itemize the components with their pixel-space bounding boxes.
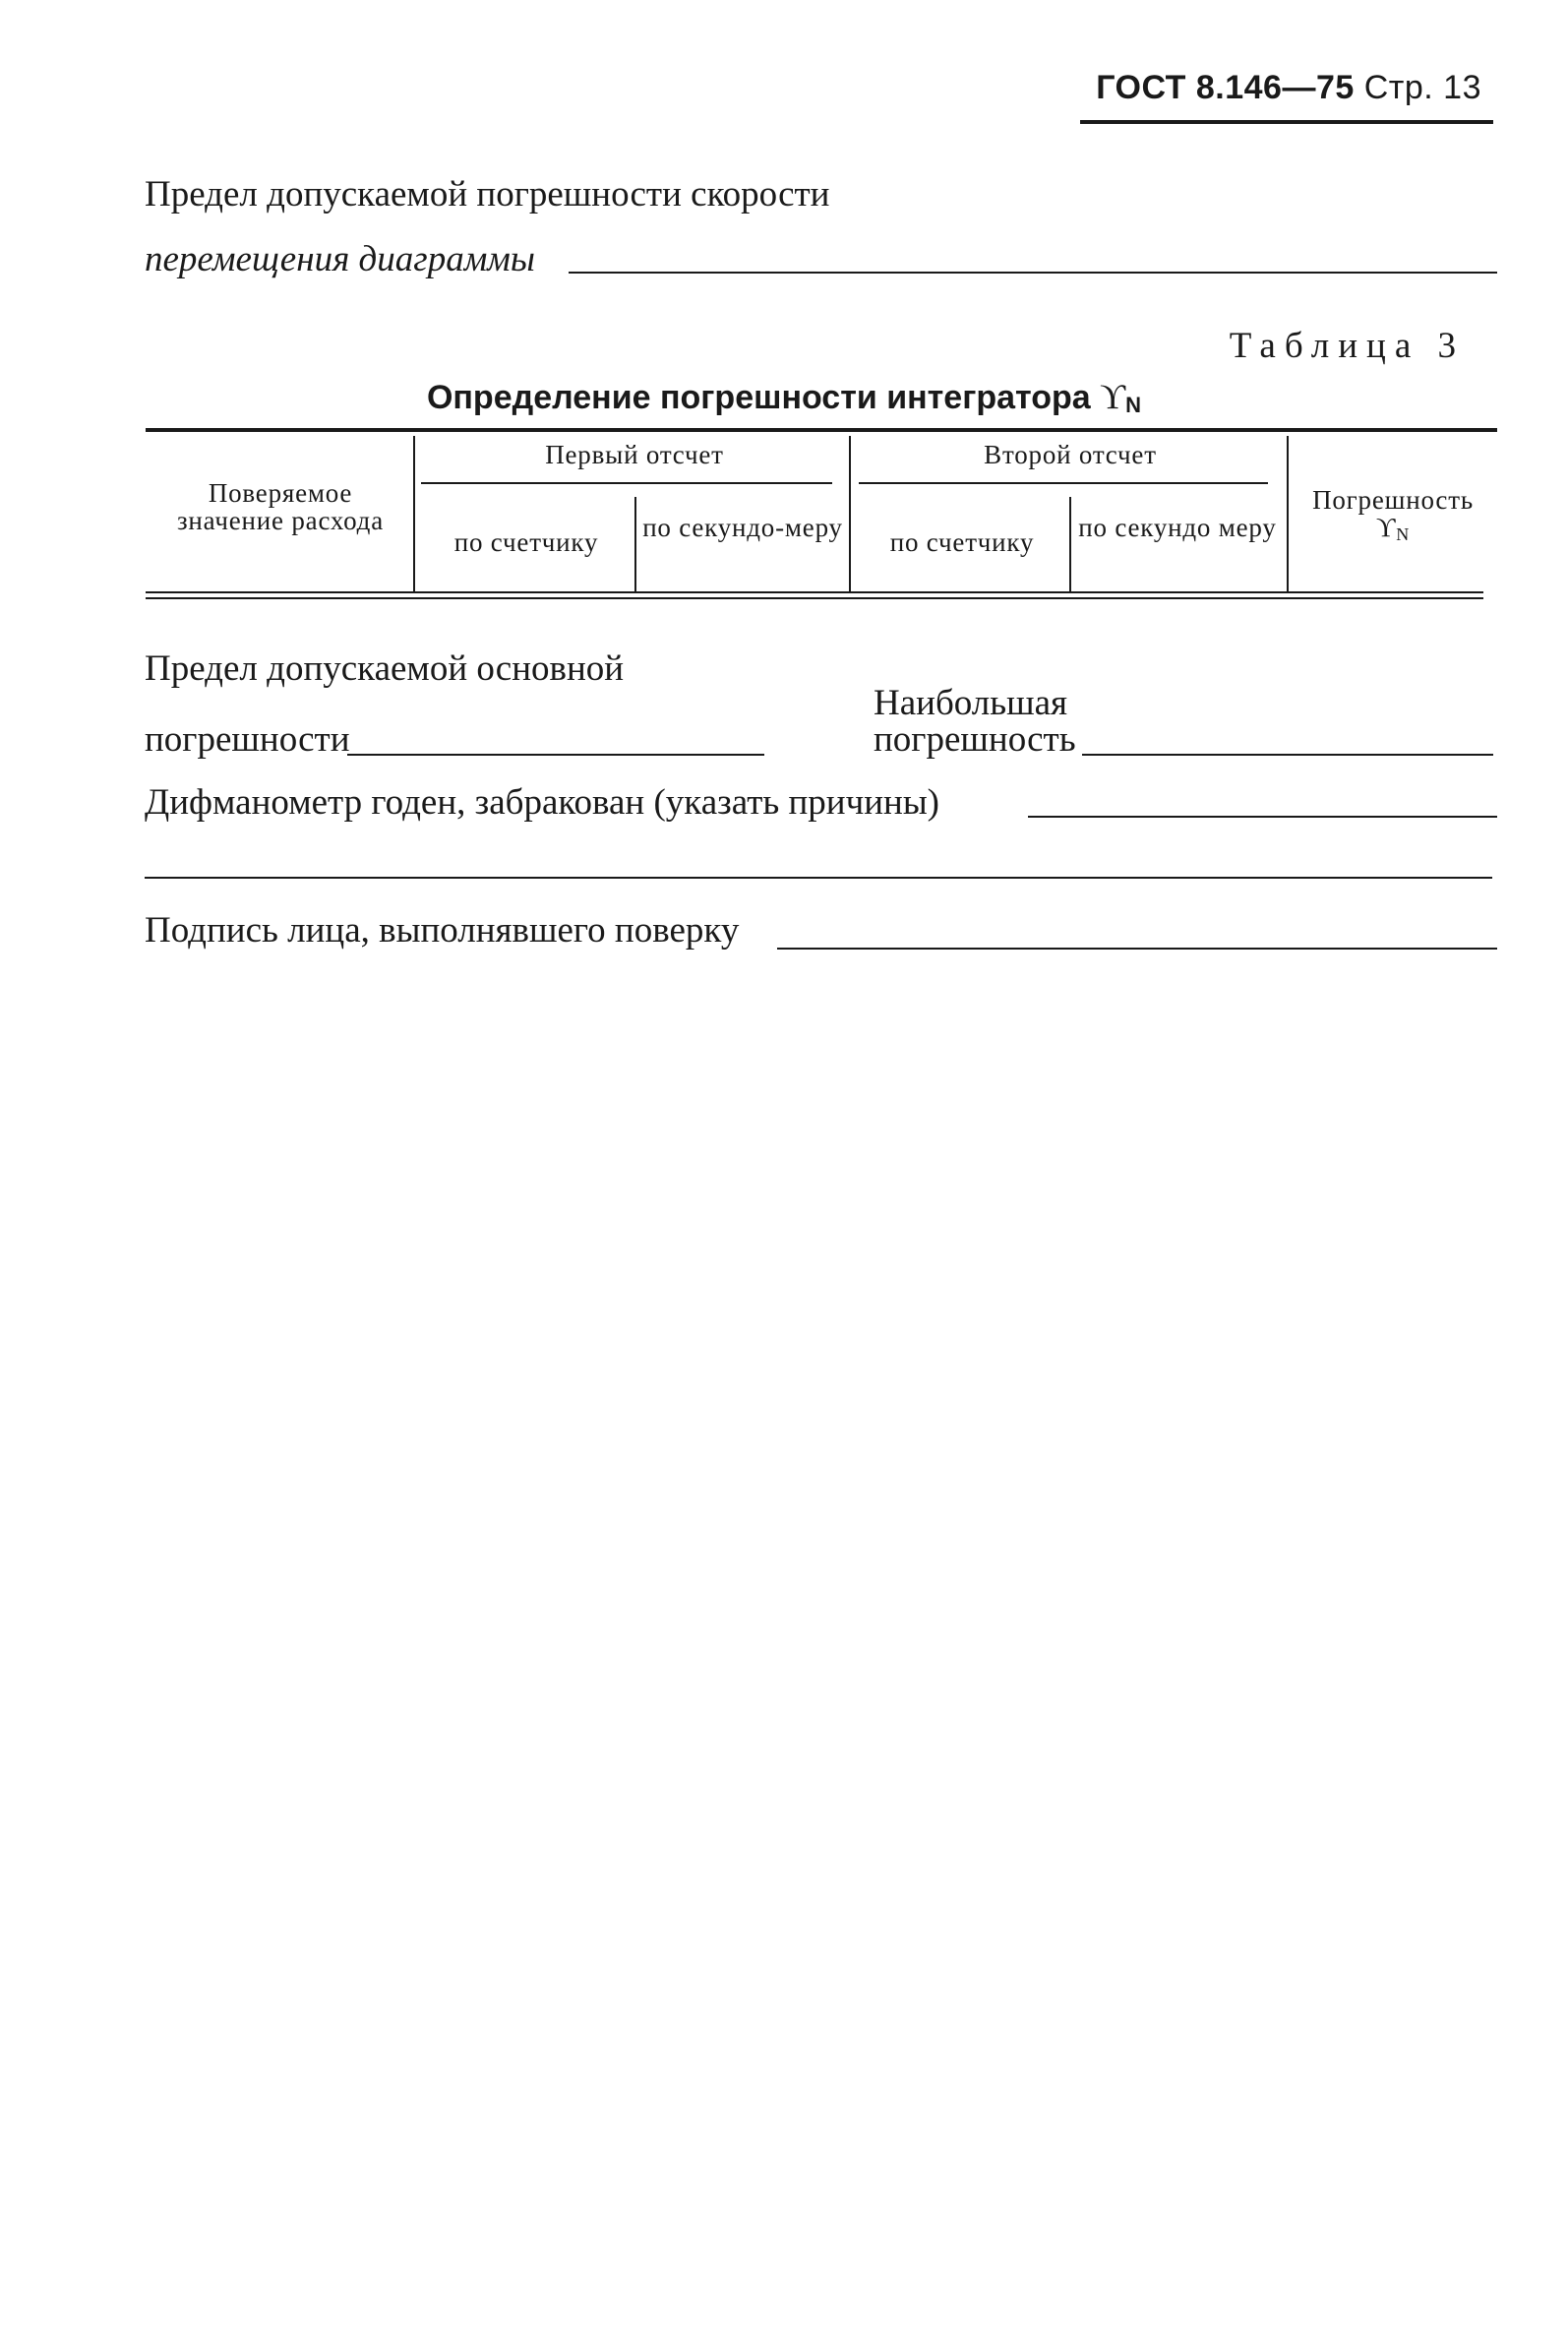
col-header-counter-1: по счетчику xyxy=(453,527,599,557)
col-header-error-label: Погрешность xyxy=(1312,485,1474,515)
group-rule-first xyxy=(421,482,832,484)
table-title xyxy=(0,376,1568,418)
page-number: Стр. 13 xyxy=(1363,69,1481,106)
table-title-text: Определение погрешности интегратора xyxy=(426,379,1091,416)
max-error-label-line2: погрешность xyxy=(874,719,1076,760)
col-header-counter-2: по счетчику xyxy=(889,527,1035,557)
verdict-fill-line[interactable] xyxy=(1028,816,1497,818)
signature-fill-line[interactable] xyxy=(777,948,1497,950)
max-error-label-line1: Наибольшая xyxy=(874,683,1068,723)
table-top-rule xyxy=(146,428,1497,432)
table-bottom-rule xyxy=(146,597,1483,599)
gamma-symbol: ϒ xyxy=(1375,513,1397,542)
table-divider xyxy=(413,436,415,593)
doc-code: ГОСТ 8.146—75 xyxy=(1096,69,1355,106)
col-header-stopwatch-1: по секундо-меру xyxy=(642,513,843,542)
col-header-stopwatch-2: по секундо меру xyxy=(1078,513,1277,542)
gamma-subscript: N xyxy=(1125,393,1142,417)
col-group-second: Второй отсчет xyxy=(984,440,1157,469)
basic-error-label-line1: Предел допускаемой основной xyxy=(145,648,625,689)
col-header-error xyxy=(1289,486,1497,548)
document-header xyxy=(1096,69,1481,107)
verdict-label: Дифманометр годен, забракован (указать причины) xyxy=(145,782,940,823)
group-rule-second xyxy=(859,482,1268,484)
table-divider xyxy=(634,497,636,593)
speed-limit-label-line1: Предел допускаемой погрешности скорости xyxy=(145,174,830,215)
signature-label: Подпись лица, выполнявшего поверку xyxy=(145,910,740,951)
speed-limit-label-line2: перемещения диаграммы xyxy=(145,239,535,279)
basic-error-label-line2: погрешности xyxy=(145,719,350,760)
gamma-subscript: N xyxy=(1396,524,1411,544)
verdict-fill-line-2[interactable] xyxy=(145,877,1492,879)
gamma-symbol: ϒ xyxy=(1100,377,1126,416)
basic-error-fill-line[interactable] xyxy=(347,754,764,756)
max-error-fill-line[interactable] xyxy=(1082,754,1493,756)
table-caption: Таблица 3 xyxy=(1229,326,1465,366)
col-header-flow: Поверяемое значение расхода xyxy=(176,478,385,535)
col-group-first: Первый отсчет xyxy=(545,440,724,469)
speed-limit-fill-line[interactable] xyxy=(569,272,1497,274)
header-rule xyxy=(1080,120,1493,124)
col-header-error-symbol xyxy=(1289,514,1497,548)
table-bottom-rule xyxy=(146,591,1483,593)
